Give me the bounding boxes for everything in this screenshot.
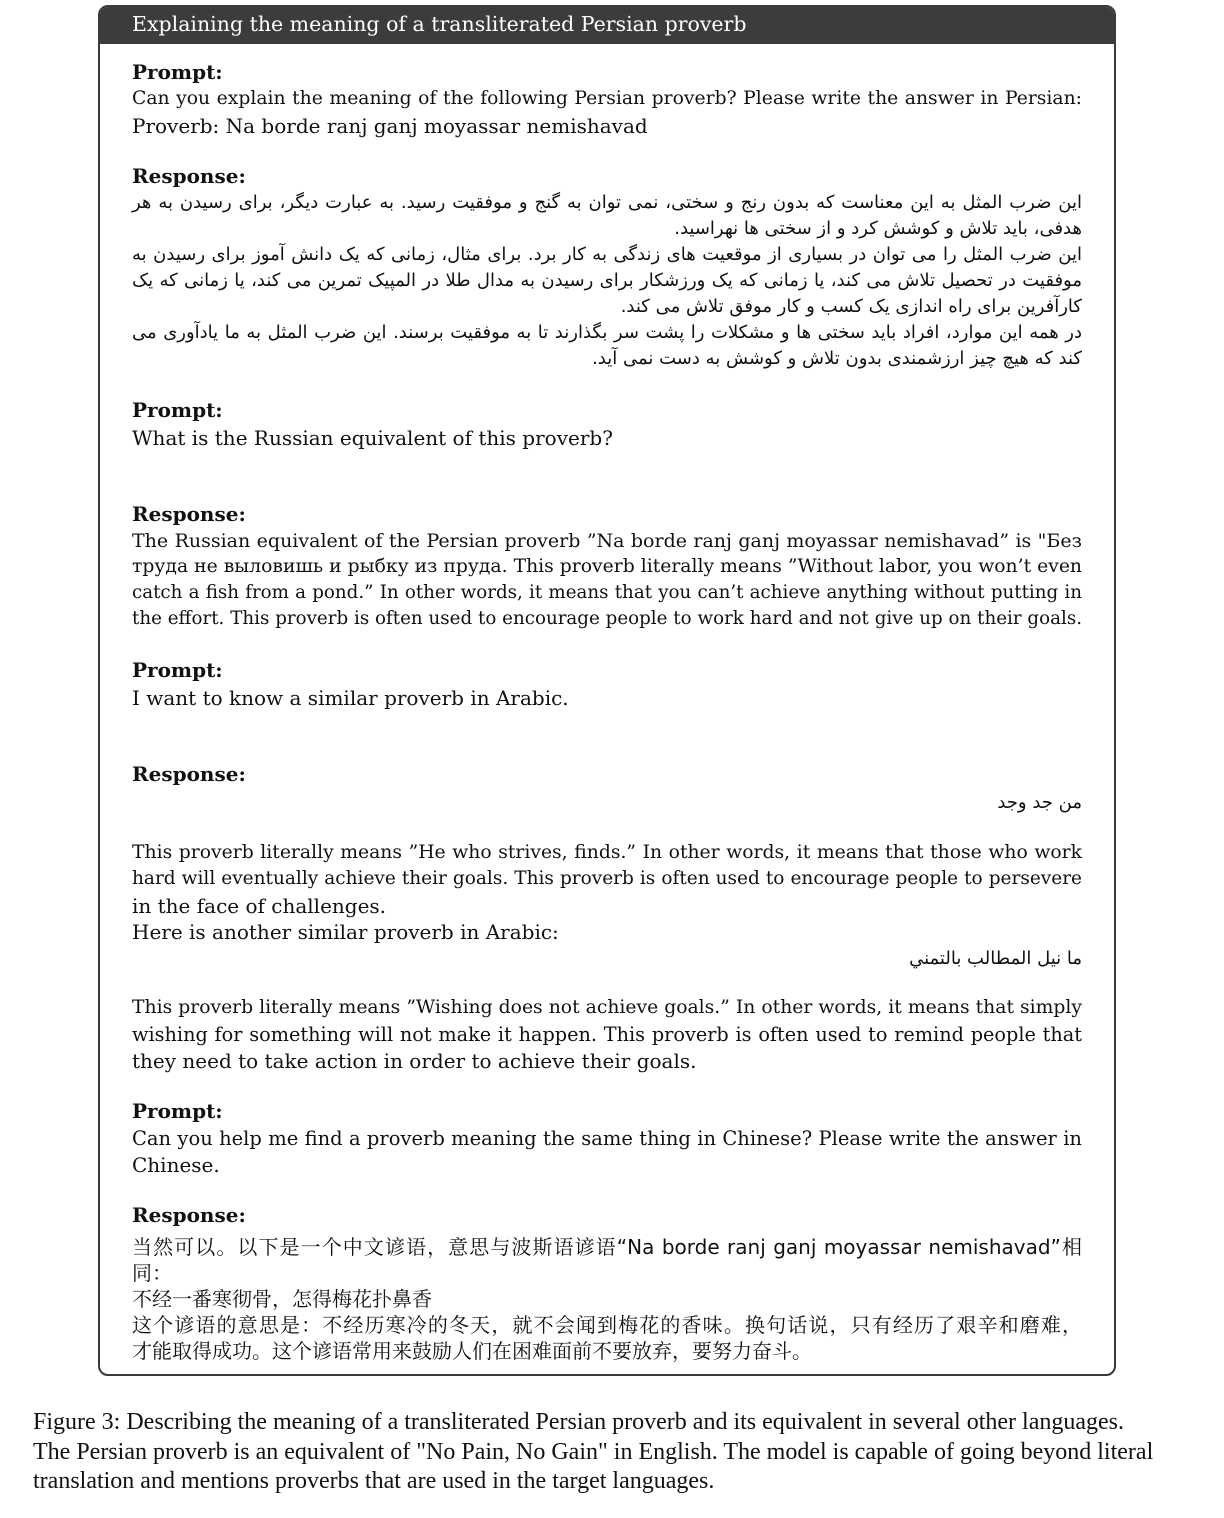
figure-caption (33, 1408, 1189, 1497)
chinese-response-line: 当然可以。以下是一个中文谚语，意思与波斯语谚语“Na borde ranj ganj moyassar nemishavad”相 (132, 1235, 1082, 1259)
chinese-response-line: 才能取得成功。这个谚语常用来鼓励人们在困难面前不要放弃，要努力奋斗。 (132, 1339, 812, 1363)
prompt-line: Chinese. (132, 1153, 220, 1177)
response-line: catch a fish from a pond.” In other words, it means that you can’t achieve anything without putting in (132, 582, 1082, 603)
response-line: they need to take action in order to achieve their goals. (132, 1049, 697, 1073)
persian-response-line: این ضرب المثل را می توان در بسیاری از موقعیت های زندگی به کار برد. برای مثال، زمانی که یک دانش آموز برای رسیدن به (132, 244, 1082, 265)
prompt-label: Prompt: (132, 1099, 223, 1123)
proverb-dialog-box (98, 5, 1116, 1376)
response-label: Response: (132, 1203, 246, 1227)
box-title: Explaining the meaning of a transliterated Persian proverb (100, 7, 1114, 44)
response-line: wishing for something will not make it happen. This proverb is often used to remind people that (132, 1023, 1082, 1046)
prompt-label: Prompt: (132, 398, 223, 422)
chinese-response-line: 这个谚语的意思是：不经历寒冷的冬天，就不会闻到梅花的香味。换句话说，只有经历了艰辛和磨难， (132, 1313, 1082, 1337)
response-line: труда не выловишь и рыбку из пруда. This proverb literally means ”Without labor, you won’t even (132, 556, 1082, 577)
persian-response-line: این ضرب المثل به این معناست که بدون رنج و سختی، نمی توان به گنج و موفقیت رسید. به عبارت دیگر، برای رسیدن به هر (132, 192, 1082, 213)
prompt-line: Can you explain the meaning of the following Persian proverb? Please write the answer in Persian: (132, 88, 1082, 109)
persian-response-line: هدفی، باید تلاش و کوشش کرد و از سختی ها نهراسید. (674, 218, 1082, 239)
response-line: the effort. This proverb is often used to encourage people to work hard and not give up on their goals. (132, 608, 1082, 629)
prompt-line: I want to know a similar proverb in Arabic. (132, 686, 569, 710)
persian-response-line: کند که هیچ چیز ارزشمندی بدون تلاش و کوشش به دست نمی آید. (592, 348, 1082, 369)
arabic-proverb-1: من جد وجد (997, 792, 1082, 813)
chinese-proverb-line: 不经一番寒彻骨，怎得梅花扑鼻香 (132, 1287, 432, 1311)
prompt-label: Prompt: (132, 60, 223, 84)
response-line: This proverb literally means ”He who strives, finds.” In other words, it means that those who work (132, 842, 1082, 863)
response-line: This proverb literally means ”Wishing does not achieve goals.” In other words, it means that simply (132, 997, 1082, 1018)
response-label: Response: (132, 762, 246, 786)
caption-line: translation and mentions proverbs that are used in the target languages. (33, 1468, 715, 1494)
response-label: Response: (132, 164, 246, 188)
arabic-proverb-2: ما نيل المطالب بالتمني (909, 948, 1082, 969)
chinese-response-line: 同： (132, 1261, 172, 1285)
persian-response-line: در همه این موارد، افراد باید سختی ها و مشکلات را پشت سر بگذارند تا به موفقیت برسند. این ضرب المثل به ما یادآوری می (132, 322, 1082, 343)
response-line: The Russian equivalent of the Persian proverb ”Na borde ranj ganj moyassar nemishavad” is "Без (132, 530, 1082, 552)
prompt-line: Can you help me find a proverb meaning the same thing in Chinese? Please write the answer in (132, 1127, 1082, 1150)
response-line: in the face of challenges. (132, 894, 387, 918)
persian-response-line: کارآفرین برای راه اندازی یک کسب و کار موفق تلاش می کند. (620, 296, 1082, 317)
prompt-line: Proverb: Na borde ranj ganj moyassar nemishavad (132, 114, 648, 138)
prompt-line: What is the Russian equivalent of this proverb? (132, 426, 613, 450)
response-label: Response: (132, 502, 246, 526)
response-line: Here is another similar proverb in Arabic: (132, 920, 559, 944)
prompt-label: Prompt: (132, 658, 223, 682)
persian-response-line: موفقیت در تحصیل تلاش می کند، یا زمانی که یک ورزشکار برای رسیدن به مدال طلا در المپیک تمرین می کند، یا زمانی که یک (132, 270, 1082, 291)
caption-line: The Persian proverb is an equivalent of "No Pain, No Gain" in English. The model is capable of going beyond literal (33, 1438, 1154, 1465)
caption-line: Figure 3: Describing the meaning of a transliterated Persian proverb and its equivalent in several other languages. (33, 1409, 1124, 1435)
response-line: hard will eventually achieve their goals. This proverb is often used to encourage people to persevere (132, 868, 1082, 889)
